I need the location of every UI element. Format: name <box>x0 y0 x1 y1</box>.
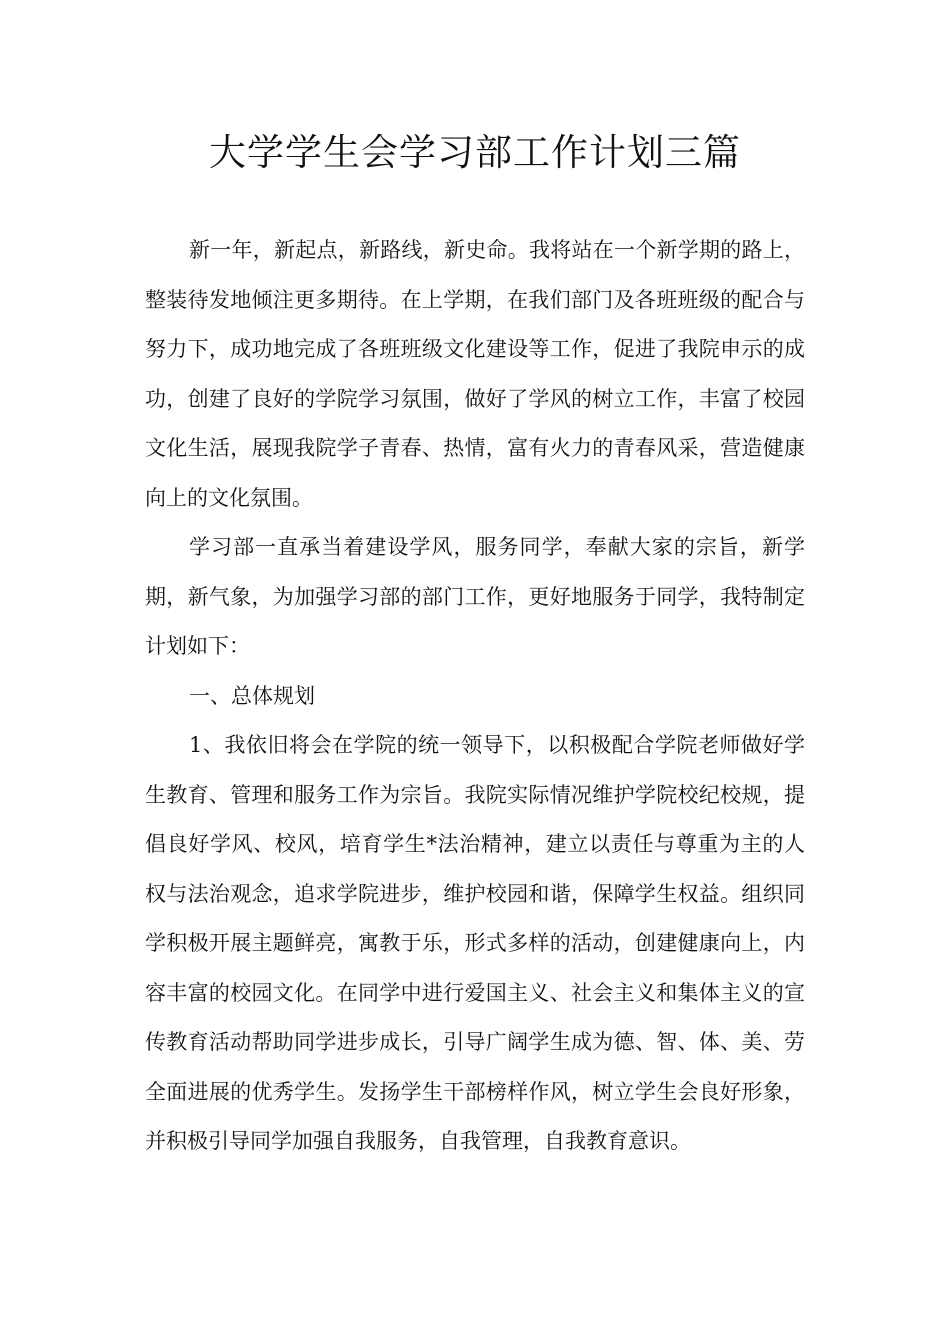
document-title: 大学学生会学习部工作计划三篇 <box>209 131 741 174</box>
section-heading-overall-plan: 一、总体规划 <box>189 683 315 708</box>
paragraph-purpose: 学习部一直承当着建设学风，服务同学，奉献大家的宗旨，新学期，新气象，为加强学习部的部门工作，更好地服务于同学，我特制定计划如下： <box>145 535 805 658</box>
paragraph-intro: 新一年，新起点，新路线，新史命。我将站在一个新学期的路上，整装待发地倾注更多期待。在上学期，在我们部门及各班班级的配合与努力下，成功地完成了各班班级文化建设等工作，促进了我院申示的成功，创建了良好的学院学习氛围，做好了学风的树立工作，丰富了校园文化生活，展现我院学子青春、热情，富有火力的青春风采，营造健康向上的文化氛围。 <box>145 238 805 510</box>
document-body <box>145 226 805 1167</box>
paragraph-item-1: 1、我依旧将会在学院的统一领导下，以积极配合学院老师做好学生教育、管理和服务工作为宗旨。我院实际情况维护学院校纪校规，提倡良好学风、校风，培育学生*法治精神，建立以责任与尊重为主的人权与法治观念，追求学院进步，维护校园和谐，保障学生权益。组织同学积极开展主题鲜亮，寓教于乐，形式多样的活动，创建健康向上，内容丰富的校园文化。在同学中进行爱国主义、社会主义和集体主义的宣传教育活动帮助同学进步成长，引导广阔学生成为德、智、体、美、劳全面进展的优秀学生。发扬学生干部榜样作风，树立学生会良好形象，并积极引导同学加强自我服务，自我管理，自我教育意识。 <box>145 733 805 1153</box>
